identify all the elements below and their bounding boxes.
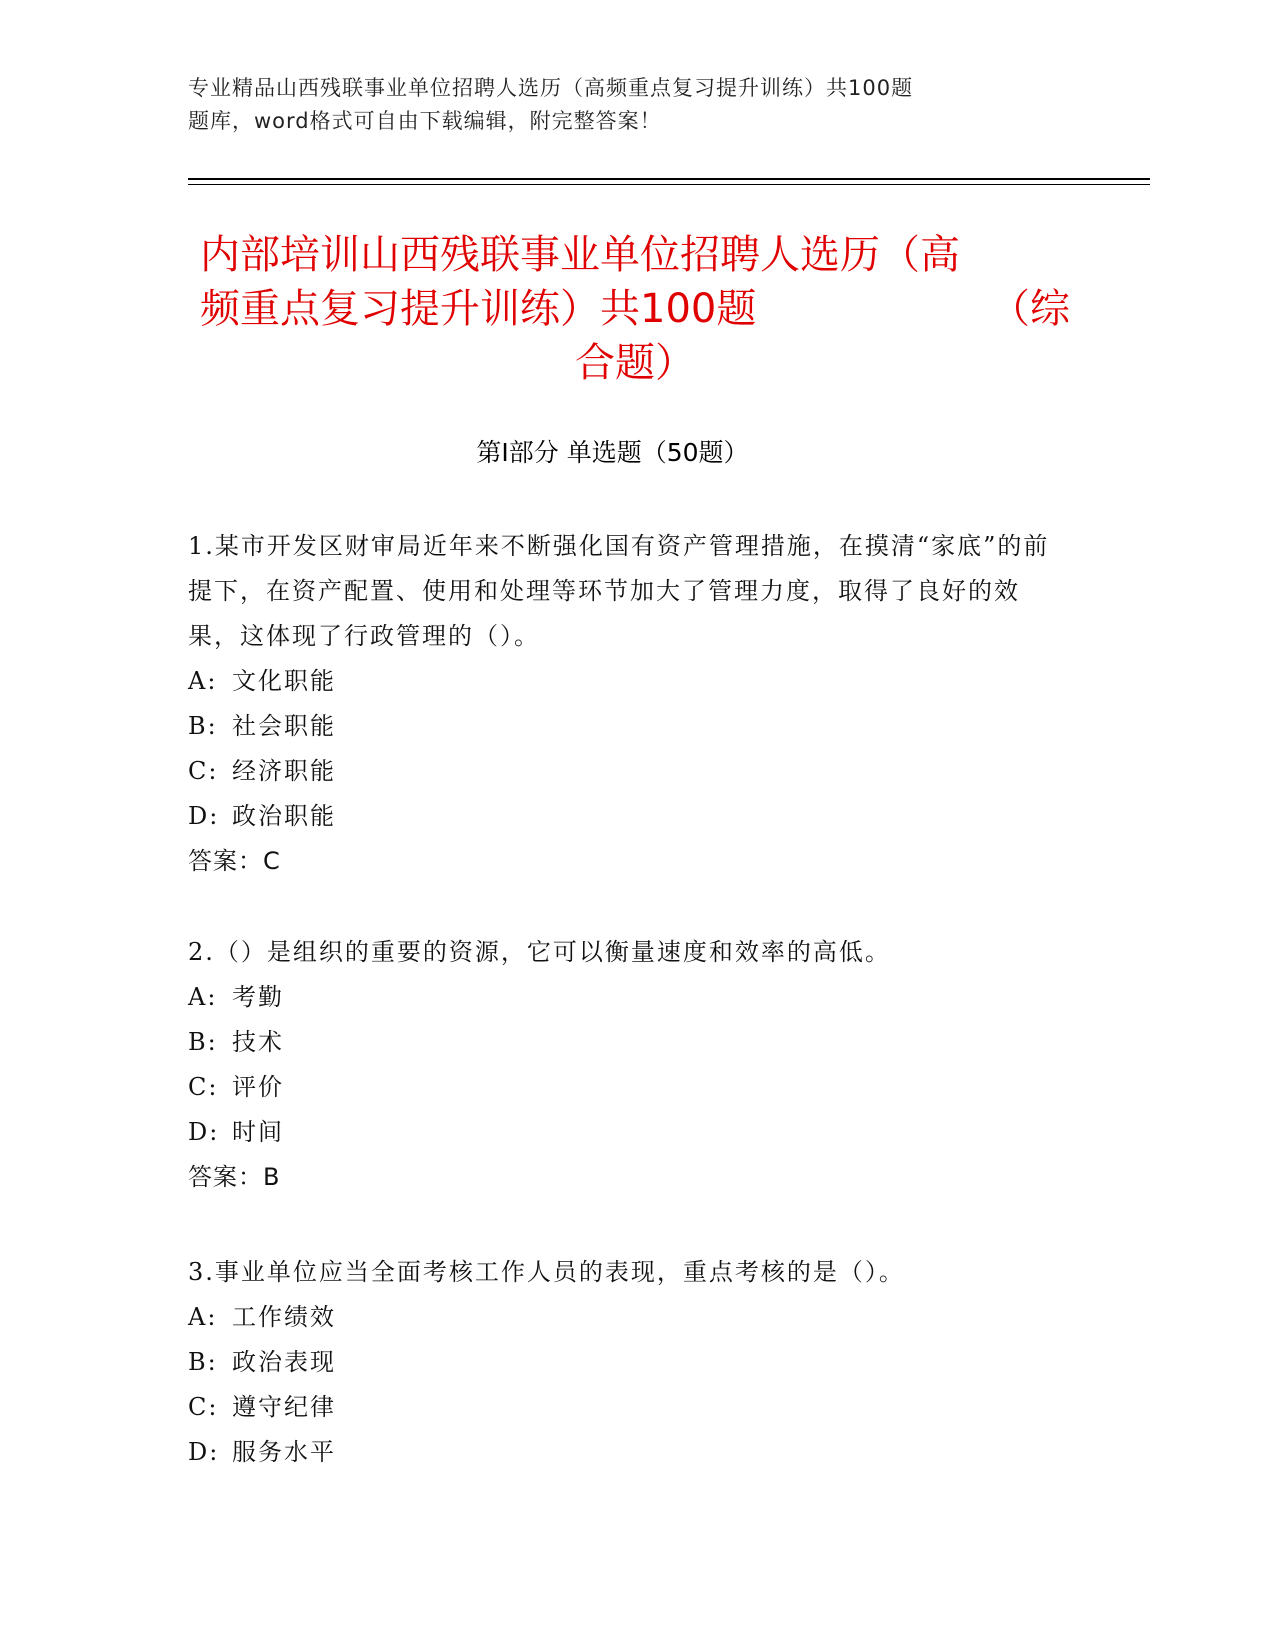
title-line-2 — [200, 282, 1070, 336]
option-text: 政治职能 — [232, 802, 336, 830]
title-line-2-right: （综 — [990, 286, 1070, 332]
option-key: D: — [188, 1118, 220, 1146]
answer: 答案：B — [188, 1163, 281, 1191]
header-note-line-1: 专业精品山西残联事业单位招聘人选历（高频重点复习提升训练）共100题 — [188, 76, 914, 100]
option-a — [188, 659, 1058, 704]
title-line-1: 内部培训山西残联事业单位招聘人选历（高 — [200, 232, 960, 278]
question-1 — [188, 524, 1058, 884]
option-c — [188, 749, 1058, 794]
header-note-line-2: 题库，word格式可自由下载编辑，附完整答案！ — [188, 109, 662, 133]
section-heading: 第Ⅰ部分 单选题（50题） — [476, 438, 749, 467]
option-text: 政治表现 — [232, 1348, 336, 1376]
option-text: 服务水平 — [232, 1438, 336, 1466]
option-a — [188, 1295, 1058, 1340]
option-key: B: — [188, 712, 218, 740]
question-stem: 2.（）是组织的重要的资源，它可以衡量速度和效率的高低。 — [188, 938, 891, 966]
question-2 — [188, 930, 1058, 1200]
option-text: 社会职能 — [232, 712, 336, 740]
option-key: A: — [188, 983, 218, 1011]
option-b — [188, 1020, 1058, 1065]
option-c — [188, 1065, 1058, 1110]
title-line-2-left: 频重点复习提升训练）共100题 — [200, 286, 757, 332]
option-text: 遵守纪律 — [232, 1393, 336, 1421]
document-title — [200, 228, 1070, 390]
question-3 — [188, 1250, 1058, 1475]
option-key: D: — [188, 1438, 220, 1466]
title-line-3: 合题） — [575, 340, 695, 386]
option-text: 经济职能 — [232, 757, 336, 785]
option-key: C: — [188, 1393, 219, 1421]
option-d — [188, 1110, 1058, 1155]
header-note — [188, 72, 1018, 138]
option-key: B: — [188, 1028, 218, 1056]
option-key: D: — [188, 802, 220, 830]
option-key: A: — [188, 667, 218, 695]
header-rule-thin — [188, 184, 1150, 185]
option-key: C: — [188, 1073, 219, 1101]
option-d — [188, 1430, 1058, 1475]
option-key: A: — [188, 1303, 218, 1331]
option-text: 评价 — [232, 1073, 284, 1101]
option-a — [188, 975, 1058, 1020]
option-b — [188, 1340, 1058, 1385]
option-text: 考勤 — [232, 983, 284, 1011]
option-b — [188, 704, 1058, 749]
answer: 答案：C — [188, 847, 281, 875]
option-d — [188, 794, 1058, 839]
option-text: 时间 — [232, 1118, 284, 1146]
option-text: 技术 — [232, 1028, 284, 1056]
header-rule-thick — [188, 178, 1150, 180]
option-key: C: — [188, 757, 219, 785]
option-text: 文化职能 — [232, 667, 336, 695]
option-c — [188, 1385, 1058, 1430]
question-stem: 3.事业单位应当全面考核工作人员的表现，重点考核的是（）。 — [188, 1258, 905, 1286]
option-text: 工作绩效 — [232, 1303, 336, 1331]
option-key: B: — [188, 1348, 218, 1376]
question-stem: 1.某市开发区财审局近年来不断强化国有资产管理措施，在摸清“家底”的前提下，在资产配置、使用和处理等环节加大了管理力度，取得了良好的效果，这体现了行政管理的（）。 — [188, 532, 1050, 650]
